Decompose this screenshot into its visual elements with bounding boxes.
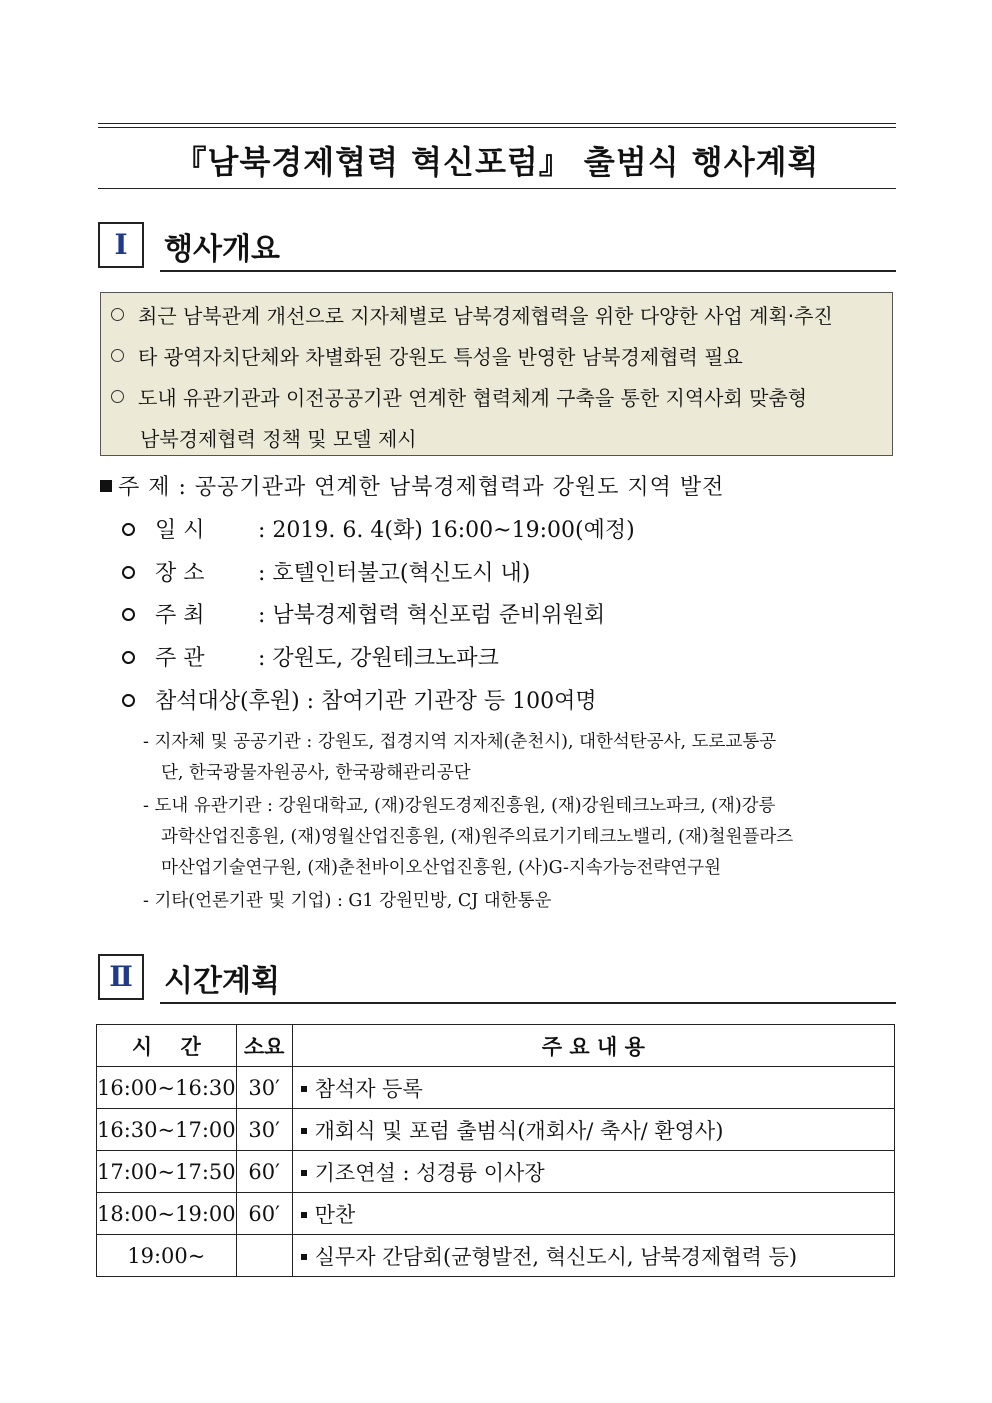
bullet-icon <box>301 1170 307 1176</box>
section-2-rule <box>160 1002 896 1004</box>
section-1-numeral: Ⅰ <box>98 222 144 268</box>
schedule-table <box>96 1024 895 1277</box>
circle-bullet-icon <box>122 651 135 664</box>
title-rule-top <box>98 123 896 124</box>
row-time: 16:30~17:00 <box>97 1109 237 1151</box>
overview-box <box>100 292 893 456</box>
title-rule-bottom <box>98 188 896 189</box>
header-duration: 소요 <box>236 1025 292 1067</box>
circle-bullet-icon <box>111 308 124 321</box>
row-content: 만찬 <box>292 1193 894 1235</box>
section-2-header <box>98 954 896 1004</box>
table-row <box>97 1151 895 1193</box>
bullet-icon <box>301 1086 307 1092</box>
overview-item-continuation: 남북경제협력 정책 및 모델 제시 <box>140 427 417 451</box>
attendee-line: 마산업기술연구원, (재)춘천바이오산업진흥원, (사)G-지속가능전략연구원 <box>161 858 722 878</box>
table-row <box>97 1109 895 1151</box>
row-time: 16:00~16:30 <box>97 1067 237 1109</box>
section-1-rule <box>160 270 896 272</box>
attendee-line: - 기타(언론기관 및 기업) : G1 강원민방, CJ 대한통운 <box>143 891 552 911</box>
circle-bullet-icon <box>122 566 135 579</box>
title-rule-top-inner <box>98 127 896 128</box>
attendee-line: 과학산업진흥원, (재)영월산업진흥원, (재)원주의료기기테크노밸리, (재)철원플라즈 <box>161 827 794 847</box>
row-duration: 60′ <box>236 1151 292 1193</box>
detail-venue: 장 소 : 호텔인터불고(혁신도시 내) <box>122 556 530 587</box>
page-title: 『남북경제협력 혁신포럼』 출범식 행사계획 <box>174 143 820 181</box>
detail-organizer: 주 관 : 강원도, 강원테크노파크 <box>122 641 499 672</box>
circle-bullet-icon <box>111 390 124 403</box>
row-duration <box>236 1235 292 1277</box>
overview-item: 최근 남북관계 개선으로 지자체별로 남북경제협력을 위한 다양한 사업 계획·추진 <box>111 300 833 329</box>
table-row <box>97 1193 895 1235</box>
square-bullet-icon <box>100 480 112 492</box>
header-content: 주 요 내 용 <box>292 1025 894 1067</box>
row-content: 기조연설 : 성경륭 이사장 <box>292 1151 894 1193</box>
detail-date: 일 시 : 2019. 6. 4(화) 16:00~19:00(예정) <box>122 513 635 544</box>
bullet-icon <box>301 1254 307 1260</box>
attendee-line: - 지자체 및 공공기관 : 강원도, 접경지역 지자체(춘천시), 대한석탄공사, 도로교통공 <box>143 732 777 752</box>
overview-item: 타 광역자치단체와 차별화된 강원도 특성을 반영한 남북경제협력 필요 <box>111 341 743 370</box>
row-content: 실무자 간담회(균형발전, 혁신도시, 남북경제협력 등) <box>292 1235 894 1277</box>
overview-item: 도내 유관기관과 이전공공기관 연계한 협력체계 구축을 통한 지역사회 맞춤형 <box>111 382 807 411</box>
row-content: 참석자 등록 <box>292 1067 894 1109</box>
bullet-icon <box>301 1212 307 1218</box>
row-time: 18:00~19:00 <box>97 1193 237 1235</box>
section-1-title: 행사개요 <box>164 232 280 267</box>
header-time: 시 간 <box>97 1025 237 1067</box>
row-duration: 60′ <box>236 1193 292 1235</box>
section-2-title: 시간계획 <box>164 964 280 999</box>
circle-bullet-icon <box>111 349 124 362</box>
attendee-line: - 도내 유관기관 : 강원대학교, (재)강원도경제진흥원, (재)강원테크노파크, (재)강릉 <box>143 796 776 816</box>
detail-attendees: 참석대상(후원) : 참여기관 기관장 등 100여명 <box>122 684 597 715</box>
detail-host: 주 최 : 남북경제협력 혁신포럼 준비위원회 <box>122 598 605 629</box>
row-duration: 30′ <box>236 1109 292 1151</box>
row-time: 17:00~17:50 <box>97 1151 237 1193</box>
theme-line: 주 제 : 공공기관과 연계한 남북경제협력과 강원도 지역 발전 <box>100 470 724 501</box>
row-duration: 30′ <box>236 1067 292 1109</box>
section-2-numeral: Ⅱ <box>98 954 144 1000</box>
table-row <box>97 1067 895 1109</box>
section-1-header <box>98 222 896 272</box>
table-row <box>97 1235 895 1277</box>
title-block <box>98 123 896 189</box>
bullet-icon <box>301 1128 307 1134</box>
attendee-line: 단, 한국광물자원공사, 한국광해관리공단 <box>161 763 471 783</box>
row-content: 개회식 및 포럼 출범식(개회사/ 축사/ 환영사) <box>292 1109 894 1151</box>
table-header-row <box>97 1025 895 1067</box>
circle-bullet-icon <box>122 694 135 707</box>
circle-bullet-icon <box>122 523 135 536</box>
circle-bullet-icon <box>122 608 135 621</box>
row-time: 19:00~ <box>97 1235 237 1277</box>
